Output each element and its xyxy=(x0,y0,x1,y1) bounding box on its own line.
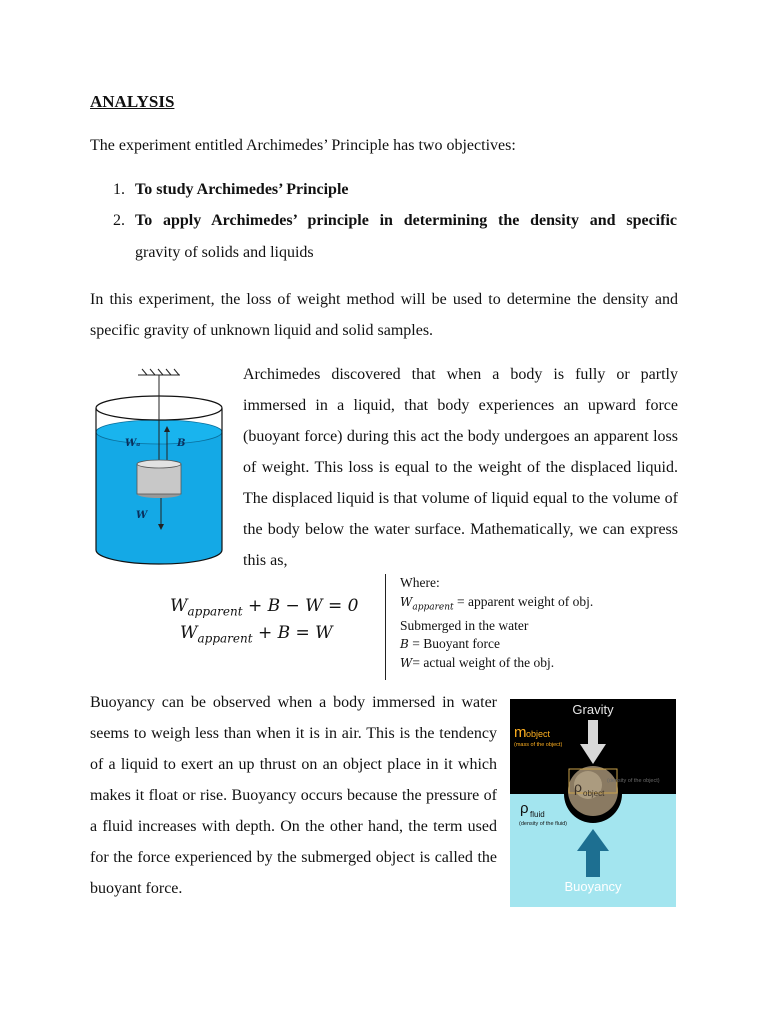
objective-item-2 xyxy=(113,212,677,230)
eq1-rest: + B − W = 0 xyxy=(247,596,359,616)
paragraph-buoyancy: Buoyancy can be observed when a body immersed in water seems to weigh less than when it is in air. This is the tendency of a liquid to exert an up thrust on an object place in it which makes it float or rise. Buoyancy occurs because the pressure of a fluid increases with depth. On the other hand, the term used for the force experienced by the submerged object is called the buoyant force. xyxy=(90,694,497,897)
buoyancy-illustration xyxy=(510,699,676,907)
submerged-block xyxy=(137,464,181,494)
gravity-label: Gravity xyxy=(572,702,614,717)
objective-number: 1. xyxy=(113,181,125,198)
label-w: W xyxy=(136,510,148,521)
where-var: W xyxy=(400,655,413,670)
label-b: B xyxy=(177,438,186,449)
rho-fluid-symbol: ρ xyxy=(520,800,529,817)
intro-sentence: The experiment entitled Archimedes’ Principle has two objectives: xyxy=(90,137,516,154)
equation-1 xyxy=(170,596,359,618)
rho-object-subscript: object xyxy=(583,789,605,798)
eq2-w: W xyxy=(180,623,198,643)
mass-note: (mass of the object) xyxy=(514,742,563,748)
eq1-sub: apparent xyxy=(187,604,243,619)
paragraph-archimedes: Archimedes discovered that when a body is fully or partly immersed in a liquid, that body experiences an upward force (buoyant force) during this act the body undergoes an apparent loss of weight. This loss is equal to the weight of the displaced liquid. The displaced liquid is that volume of liquid equal to the volume of the body below the water surface. Mathematically, we can express this as, xyxy=(243,366,678,569)
objective-item-1 xyxy=(113,181,349,199)
eq2-rest: + B = W xyxy=(257,623,333,643)
where-title: Where: xyxy=(400,575,440,590)
buoyancy-label: Buoyancy xyxy=(564,879,622,894)
where-var: B xyxy=(400,637,409,652)
objective-continuation: gravity of solids and liquids xyxy=(135,244,314,261)
beaker-diagram xyxy=(92,368,232,568)
buoyancy-arrow-shaft xyxy=(586,851,600,877)
density-fluid-note: (density of the fluid) xyxy=(519,821,567,827)
where-line-submerged: Submerged in the water xyxy=(400,617,529,633)
equation-2 xyxy=(180,623,333,645)
eq1-w: W xyxy=(170,596,188,616)
mass-symbol: m xyxy=(514,724,527,741)
where-text: = Buoyant force xyxy=(408,636,501,652)
paragraph-loss-of-weight: In this experiment, the loss of weight method will be used to determine the density and specific gravity of unknown liquid and solid samples. xyxy=(90,291,678,339)
section-heading: ANALYSIS xyxy=(90,92,175,111)
where-var: W xyxy=(400,594,413,609)
where-line-weight xyxy=(400,654,593,673)
mass-subscript: object xyxy=(526,729,551,739)
where-line-apparent xyxy=(400,593,593,617)
objective-number: 2. xyxy=(113,212,125,229)
objective-text: To study Archimedes’ Principle xyxy=(135,181,349,198)
rho-object-symbol: ρ xyxy=(574,779,582,795)
block-top xyxy=(137,460,181,468)
where-text: = apparent weight of obj. xyxy=(453,593,594,609)
where-var-sub: apparent xyxy=(412,602,454,613)
ceiling-support-icon xyxy=(138,369,180,375)
equation-divider xyxy=(385,574,386,680)
label-wa: Wₐ xyxy=(125,438,141,449)
objective-text: To apply Archimedes’ principle in determining the density and specific xyxy=(135,212,677,229)
where-line-buoyant xyxy=(400,635,593,654)
gravity-arrow-shaft xyxy=(588,720,598,746)
density-object-note: (density of the object) xyxy=(607,778,660,784)
where-text: = actual weight of the obj. xyxy=(412,654,555,670)
eq2-sub: apparent xyxy=(197,631,253,646)
rho-fluid-subscript: fluid xyxy=(530,810,545,819)
where-legend xyxy=(400,574,593,672)
